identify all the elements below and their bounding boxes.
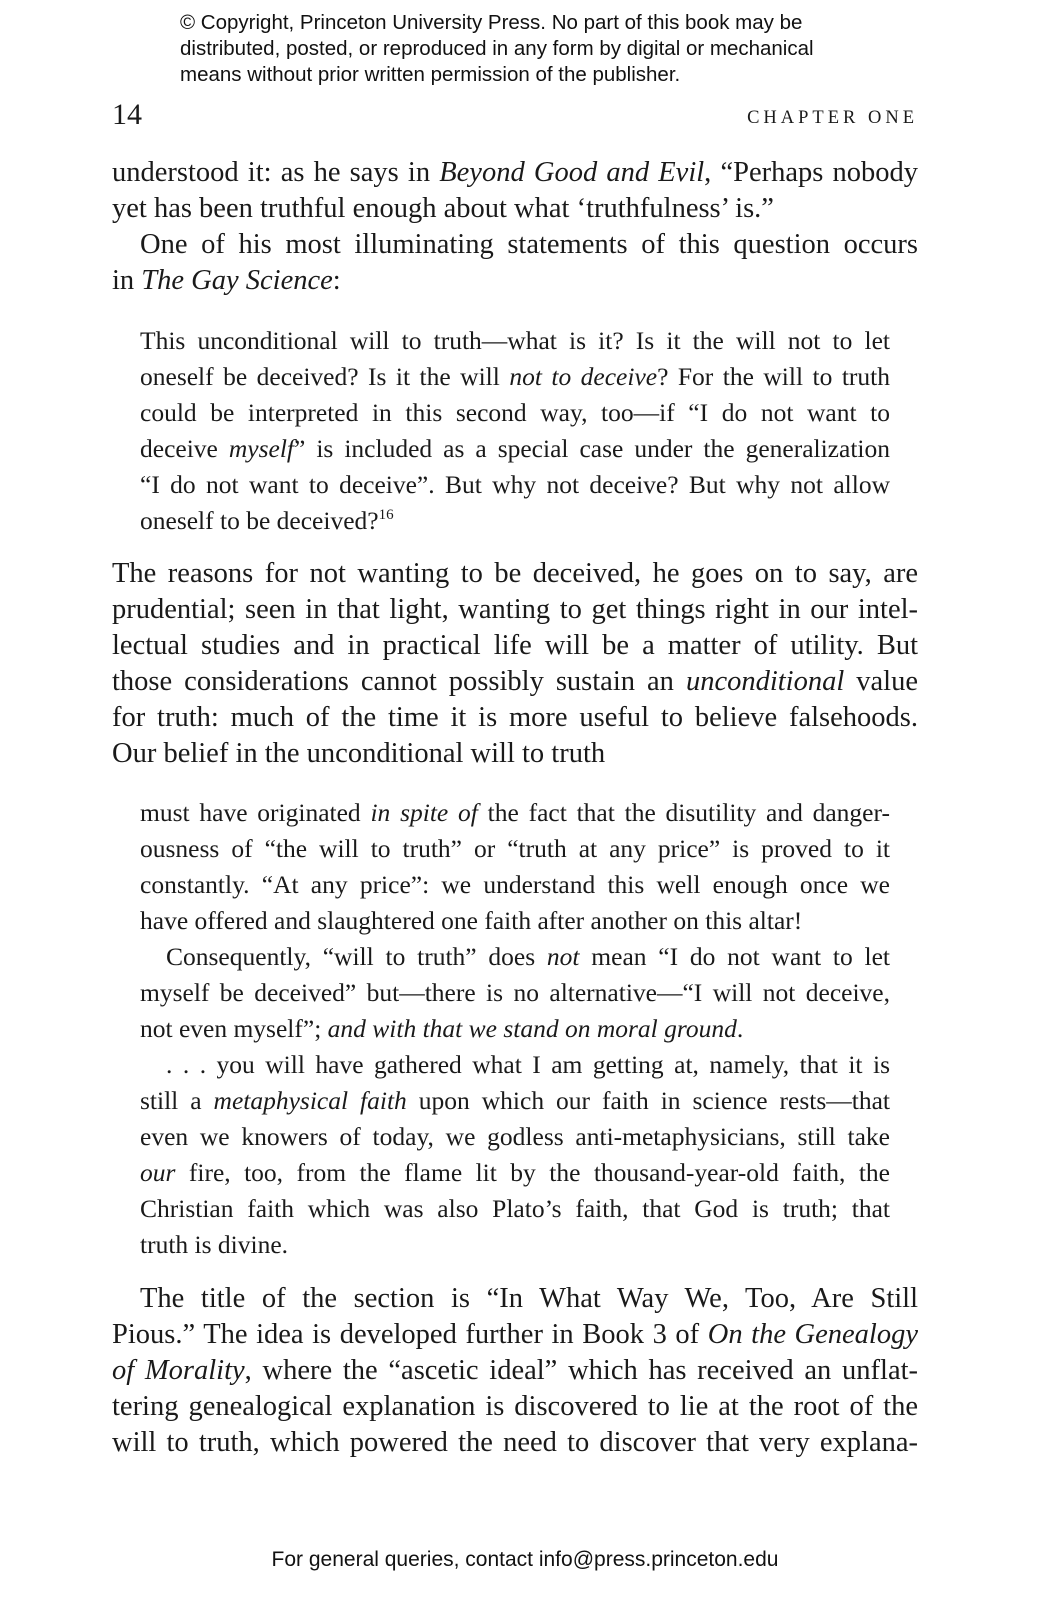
quote-line: oneself to be deceived?$^{16}$	[140, 506, 394, 535]
text-line: The title of the section is “In What Way We, Too, Are Still	[140, 1283, 918, 1314]
quote-line: Consequently, “will to truth” does not mean “I do not want to let	[166, 942, 890, 971]
page-number: 14	[112, 98, 142, 131]
quote-line: even we knowers of today, we godless anti-metaphysicians, still take	[140, 1122, 890, 1151]
quote-line: oneself be deceived? Is it the will not to deceive? For the will to truth	[140, 362, 890, 391]
text-line: understood it: as he says in Beyond Good and Evil, “Perhaps nobody	[112, 157, 918, 188]
quote-line: This unconditional will to truth—what is it? Is it the will not to let	[140, 326, 890, 355]
quote-line: our fire, too, from the flame lit by the thousand-year-old faith, the	[140, 1158, 890, 1187]
copyright-notice	[180, 10, 940, 88]
quote-line: ousness of “the will to truth” or “truth at any price” is proved to it	[140, 834, 890, 863]
quote-line: deceive myself” is included as a special case under the generalization	[140, 434, 890, 463]
quote-line: Christian faith which was also Plato’s faith, that God is truth; that	[140, 1194, 890, 1223]
quote-line: not even myself”; and with that we stand on moral ground.	[140, 1014, 744, 1043]
text-line: The reasons for not wanting to be deceived, he goes on to say, are	[112, 558, 918, 589]
text-line: prudential; seen in that light, wanting to get things right in our intel-	[112, 594, 918, 625]
quote-line: myself be deceived” but—there is no alternative—“I will not deceive,	[140, 978, 890, 1007]
footnote-marker: 16	[378, 507, 394, 523]
copyright-line: means without prior written permission of the publisher.	[180, 63, 681, 86]
text-line: for truth: much of the time it is more useful to believe falsehoods.	[112, 702, 918, 733]
copyright-line: © Copyright, Princeton University Press. No part of this book may be	[180, 11, 803, 34]
text-line: in The Gay Science:	[112, 265, 341, 296]
text-line: tering genealogical explanation is discovered to lie at the root of the	[112, 1391, 918, 1422]
quote-line: constantly. “At any price”: we understand this well enough once we	[140, 870, 890, 899]
text-line: Pious.” The idea is developed further in Book 3 of On the Genealogy	[112, 1319, 918, 1350]
text-line: One of his most illuminating statements of this question occurs	[140, 229, 918, 260]
copyright-line: distributed, posted, or reproduced in any form by digital or mechanical	[180, 37, 814, 60]
text-line: those considerations cannot possibly sustain an unconditional value	[112, 666, 918, 697]
text-line: will to truth, which powered the need to discover that very explana-	[112, 1427, 918, 1458]
quote-line: still a metaphysical faith upon which our faith in science rests—that	[140, 1086, 890, 1115]
text-line: Our belief in the unconditional will to truth	[112, 738, 606, 769]
quote-line: could be interpreted in this second way, too—if “I do not want to	[140, 398, 890, 427]
footer-contact: For general queries, contact info@press.princeton.edu	[271, 1548, 779, 1571]
quote-line: “I do not want to deceive”. But why not deceive? But why not allow	[140, 470, 890, 499]
text-line: of Morality, where the “ascetic ideal” which has received an unflat-	[112, 1355, 918, 1386]
quote-line: must have originated in spite of the fact that the disutility and danger-	[140, 798, 890, 827]
text-line: lectual studies and in practical life will be a matter of utility. But	[112, 630, 918, 661]
text-line: yet has been truthful enough about what ‘truthfulness’ is.”	[112, 193, 774, 224]
running-head: CHAPTER ONE	[747, 108, 918, 128]
quote-line: have offered and slaughtered one faith after another on this altar!	[140, 906, 803, 935]
quote-line: . . . you will have gathered what I am getting at, namely, that it is	[166, 1050, 890, 1079]
quote-line: truth is divine.	[140, 1230, 289, 1259]
